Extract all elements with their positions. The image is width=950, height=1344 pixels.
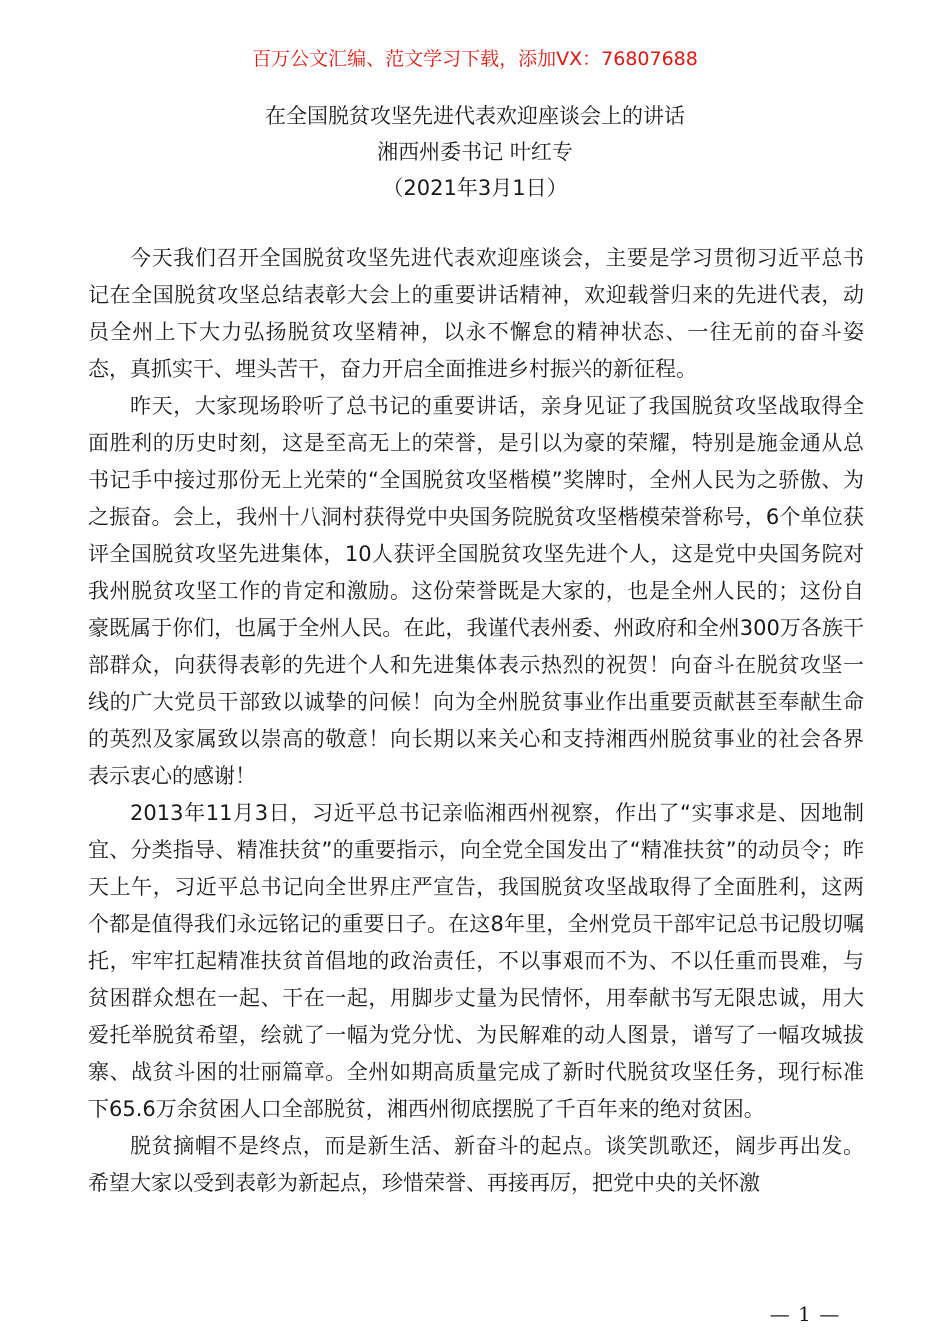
- document-author: 湘西州委书记 叶红专: [377, 140, 573, 164]
- body-paragraph: 2013年11月3日，习近平总书记亲临湘西州视察，作出了“实事求是、因地制宜、分类指导、精准扶贫”的重要指示，向全党全国发出了“精准扶贫”的动员令；昨天上午，习近平总书记向全世界庄严宣告，我国脱贫攻坚战取得了全面胜利，这两个都是值得我们永远铭记的重要日子。在这8年里，全州党员干部牢记总书记殷切嘱托，牢牢扛起精准扶贫首倡地的政治责任，不以事艰而不为、不以任重而畏难，与贫困群众想在一起、干在一起，用脚步丈量为民情怀，用奉献书写无限忠诚，用大爱托举脱贫希望，绘就了一幅为党分忧、为民解难的动人图景，谱写了一幅攻城拔寨、战贫斗困的壮丽篇章。全州如期高质量完成了新时代脱贫攻坚任务，现行标准下65.6万余贫困人口全部脱贫，湘西州彻底摆脱了千百年来的绝对贫困。: [88, 801, 864, 1121]
- page-number: — 1 —: [769, 1302, 841, 1326]
- document-body: [88, 240, 864, 1202]
- document-title: 在全国脱贫攻坚先进代表欢迎座谈会上的讲话: [265, 104, 685, 128]
- header-notice: 百万公文汇编、范文学习下载，添加VX：76807688: [252, 48, 698, 70]
- body-paragraph: 昨天，大家现场聆听了总书记的重要讲话，亲身见证了我国脱贫攻坚战取得全面胜利的历史时刻，这是至高无上的荣誉，是引以为豪的荣耀，特别是施金通从总书记手中接过那份无上光荣的“全国脱贫攻坚楷模”奖牌时，全州人民为之骄傲、为之振奋。会上，我州十八洞村获得党中央国务院脱贫攻坚楷模荣誉称号，6个单位获评全国脱贫攻坚先进集体，10人获评全国脱贫攻坚先进个人，这是党中央国务院对我州脱贫攻坚工作的肯定和激励。这份荣誉既是大家的，也是全州人民的；这份自豪既属于你们，也属于全州人民。在此，我谨代表州委、州政府和全州300万各族干部群众，向获得表彰的先进个人和先进集体表示热烈的祝贺！向奋斗在脱贫攻坚一线的广大党员干部致以诚挚的问候！向为全州脱贫事业作出重要贡献甚至奉献生命的英烈及家属致以崇高的敬意！向长期以来关心和支持湘西州脱贫事业的社会各界表示衷心的感谢！: [88, 394, 864, 788]
- body-paragraph: 脱贫摘帽不是终点，而是新生活、新奋斗的起点。谈笑凯歌还，阔步再出发。希望大家以受到表彰为新起点，珍惜荣誉、再接再厉，把党中央的关怀激: [88, 1134, 864, 1195]
- document-heading: [0, 98, 950, 206]
- body-paragraph: 今天我们召开全国脱贫攻坚先进代表欢迎座谈会，主要是学习贯彻习近平总书记在全国脱贫攻坚总结表彰大会上的重要讲话精神，欢迎载誉归来的先进代表，动员全州上下大力弘扬脱贫攻坚精神，以永不懈怠的精神状态、一往无前的奋斗姿态，真抓实干、埋头苦干，奋力开启全面推进乡村振兴的新征程。: [88, 246, 864, 381]
- document-date: （2021年3月1日）: [382, 176, 568, 200]
